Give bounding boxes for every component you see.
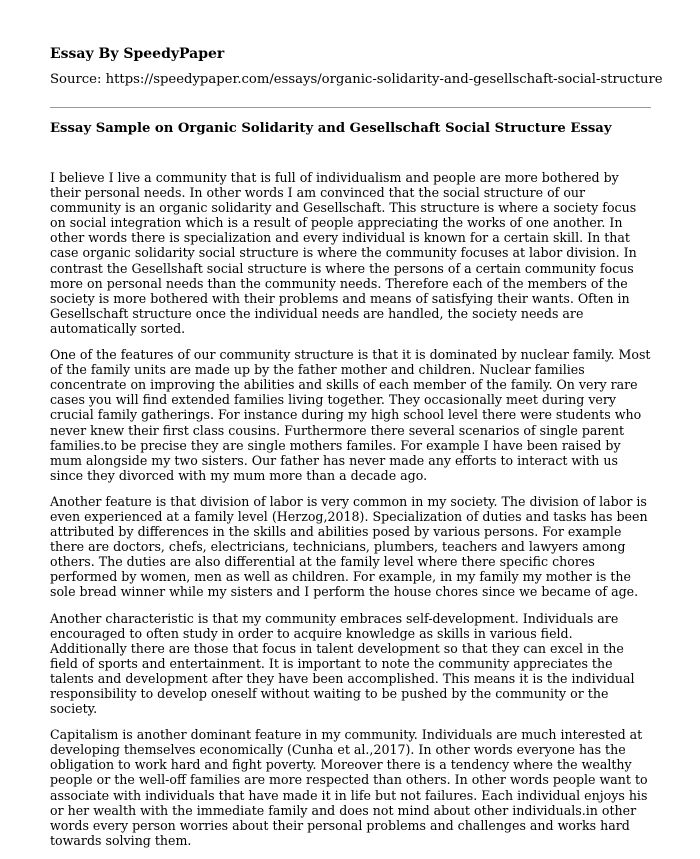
divider	[50, 107, 651, 108]
paragraph-4: Another characteristic is that my community embraces self-development. Individuals are encouraged to often study in order to acquire knowledge as skills in various field. Additionally there are those that focus in talent development so that they can excel in the field of sports and entertainment. It is important to note the community appreciates the talents and development after they have been accomplished. This means it is the individual responsibility to develop oneself without waiting to be pushed by the community or the society.	[50, 610, 635, 717]
essay-title: Essay Sample on Organic Solidarity and Gesellschaft Social Structure Essay	[50, 121, 612, 136]
essay-brand: Essay By SpeedyPaper	[50, 46, 225, 62]
paragraph-2: One of the features of our community structure is that it is dominated by nuclear family. Most of the family units are made up by the father mother and children. Nuclear families concentrate on improving the abilities and skills of each member of the family. On very rare cases you will find extended families living together. They occasionally meet during very crucial family gatherings. For instance during my high school level there were students who never knew their first class cousins. Furthermore there several scenarios of single parent families.to be precise they are single mothers familes. For example I have been raised by mum alongside my two sisters. Our father has never made any efforts to interact with us since they divorced with my mum more than a decade ago.	[50, 347, 651, 483]
essay-body	[50, 170, 652, 859]
source-line: Source: https://speedypaper.com/essays/organic-solidarity-and-gesellschaft-social-structure	[50, 72, 663, 87]
paragraph-1: I believe I live a community that is full of individualism and people are more bothered by their personal needs. In other words I am convinced that the social structure of our community is an organic solidarity and Gesellschaft. This structure is where a society focus on social integration which is a result of people appreciating the works of one another. In other words there is specialization and every individual is known for a certain skill. In that case organic solidarity social structure is where the community focuses at labor division. In contrast the Gesellshaft social structure is where the persons of a certain community focus more on personal needs than the community needs. Therefore each of the members of the society is more bothered with their problems and means of satisfying their wants. Often in Gesellschaft structure once the individual needs are handled, the society needs are automatically sorted.	[50, 170, 637, 336]
paragraph-3: Another feature is that division of labor is very common in my society. The division of labor is even experienced at a family level (Herzog,2018). Specialization of duties and tasks has been attributed by differences in the skills and abilities posed by various persons. For example there are doctors, chefs, electricians, technicians, plumbers, teachers and lawyers among others. The duties are also differential at the family level where there specific chores performed by women, men as well as children. For example, in my family my mother is the sole bread winner while my sisters and I perform the house chores since we became of age.	[50, 493, 648, 600]
paragraph-5: Capitalism is another dominant feature in my community. Individuals are much interested at developing themselves economically (Cunha et al.,2017). In other words everyone has the obligation to work hard and fight poverty. Moreover there is a tendency where the wealthy people or the well-off families are more respected than others. In other words people want to associate with individuals that have made it in life but not failures. Each individual enjoys his or her wealth with the immediate family and does not mind about other individuals.in other words every person worries about their personal problems and challenges and works hard towards solving them.	[50, 727, 648, 848]
